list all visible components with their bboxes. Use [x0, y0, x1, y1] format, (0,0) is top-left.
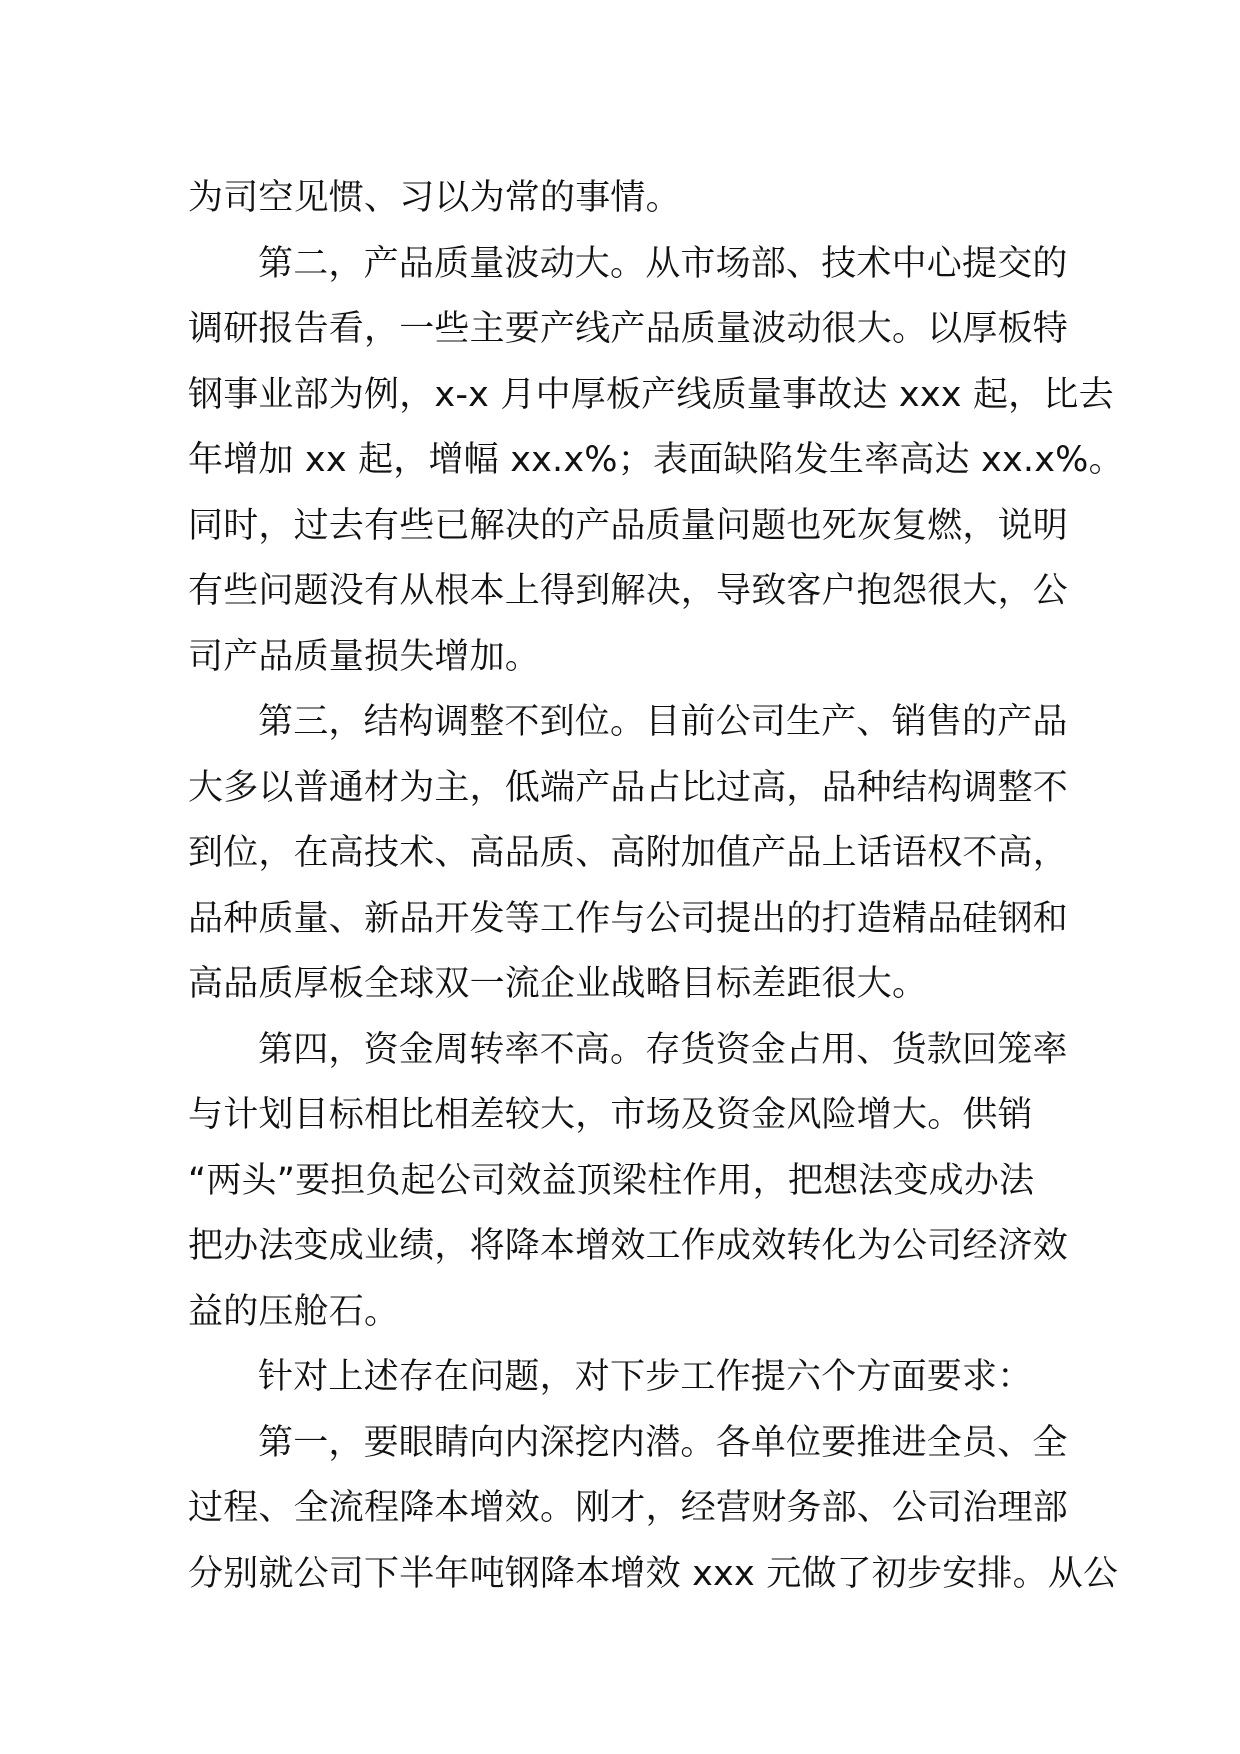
text-line: 与计划目标相比相差较大，市场及资金风险增大。供销 [188, 1095, 1033, 1135]
text-line: 司产品质量损失增加。 [188, 636, 541, 677]
text-line: 钢事业部为例，x-x 月中厚板产线质量事故达 xxx 起，比去 [188, 374, 1114, 415]
text-line: 高品质厚板全球双一流企业战略目标差距很大。 [188, 964, 928, 1004]
text-line: “两头”要担负起公司效益顶梁柱作用，把想法变成办法 [188, 1160, 1035, 1201]
text-line: 到位，在高技术、高品质、高附加值产品上话语权不高， [188, 833, 1069, 873]
text-line: 针对上述存在问题，对下步工作提六个方面要求： [258, 1357, 1033, 1397]
paragraph-first-requirement [188, 1411, 1119, 1608]
text-line: 大多以普通材为主，低端产品占比过高，品种结构调整不 [188, 767, 1069, 808]
text-line: 把办法变成业绩，将降本增效工作成效转化为公司经济效 [188, 1226, 1069, 1266]
text-line: 调研报告看，一些主要产线产品质量波动很大。以厚板特 [188, 309, 1069, 349]
text-line: 为司空见惯、习以为常的事情。 [188, 178, 681, 218]
paragraph-requirements-intro [188, 1345, 1060, 1411]
text-line: 同时，过去有些已解决的产品质量问题也死灰复燃，说明 [188, 505, 1069, 546]
paragraph-product-quality [188, 232, 1124, 691]
text-line: 过程、全流程降本增效。刚才，经营财务部、公司治理部 [188, 1488, 1069, 1528]
paragraph-structure-adjustment [188, 690, 1069, 1018]
paragraph-continuation [188, 166, 1060, 232]
document-body [188, 166, 1124, 1607]
text-line: 第四，资金周转率不高。存货资金占用、货款回笼率 [258, 1029, 1068, 1070]
text-line: 第一，要眼睛向内深挖内潜。各单位要推进全员、全 [258, 1422, 1068, 1463]
text-line: 分别就公司下半年吨钢降本增效 xxx 元做了初步安排。从公 [188, 1553, 1119, 1594]
paragraph-capital-turnover [188, 1018, 1069, 1346]
text-line: 益的压舱石。 [188, 1291, 400, 1332]
text-line: 年增加 xx 起，增幅 xx.x%；表面缺陷发生率高达 xx.x%。 [188, 440, 1124, 480]
text-line: 第三，结构调整不到位。目前公司生产、销售的产品 [258, 702, 1068, 742]
text-line: 有些问题没有从根本上得到解决，导致客户抱怨很大，公 [188, 571, 1069, 611]
text-line: 第二，产品质量波动大。从市场部、技术中心提交的 [258, 243, 1068, 284]
text-line: 品种质量、新品开发等工作与公司提出的打造精品硅钢和 [188, 898, 1069, 939]
